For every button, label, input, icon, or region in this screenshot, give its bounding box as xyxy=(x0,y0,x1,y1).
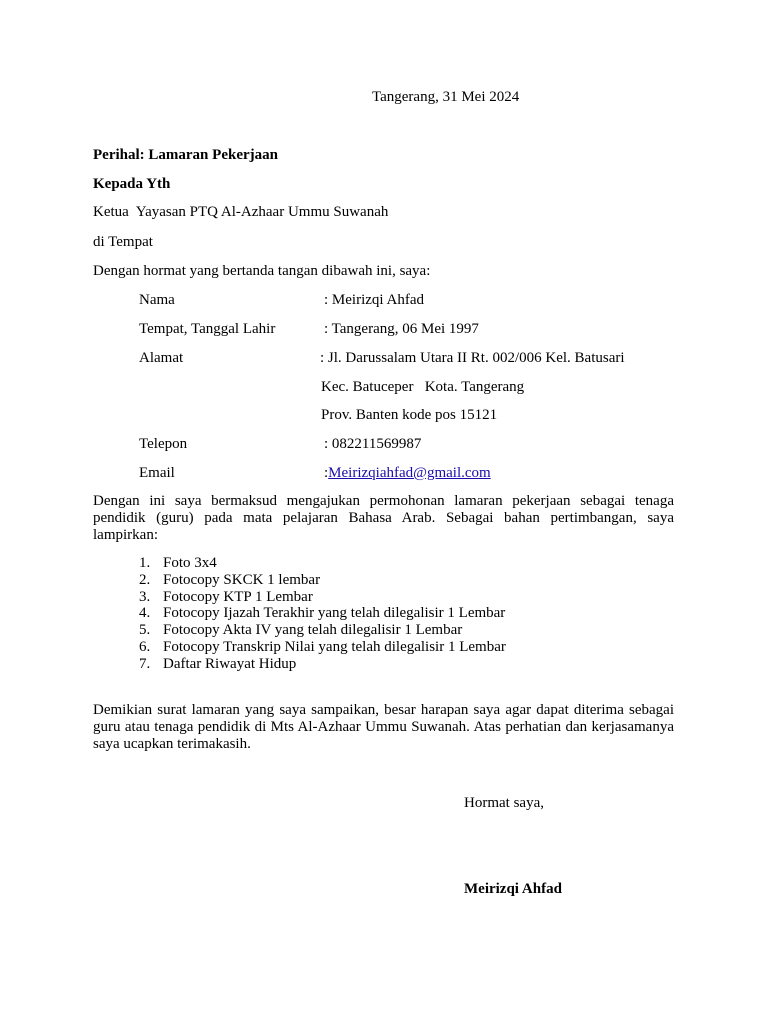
list-item xyxy=(93,656,653,673)
list-item-text: Fotocopy SKCK 1 lembar xyxy=(163,571,321,588)
intro-line: Dengan hormat yang bertanda tangan dibawah ini, saya: xyxy=(93,263,431,279)
field-value-email xyxy=(324,464,491,482)
closing-paragraph: Demikian surat lamaran yang saya sampaikan, besar harapan saya agar dapat diterima sebagai guru atau tenaga pendidik di Mts Al-Azhaar Ummu Suwanah. Atas perhatian dan kerjasamanya saya ucapkan terimakasih. xyxy=(93,702,674,752)
list-item xyxy=(93,605,653,622)
list-item-text: Fotocopy Ijazah Terakhir yang telah dilegalisir 1 Lembar xyxy=(163,605,506,622)
field-value-phone: : 082211569987 xyxy=(324,436,422,452)
attachment-list xyxy=(93,555,653,673)
field-value-birth: : Tangerang, 06 Mei 1997 xyxy=(324,321,479,337)
list-item-number: 3. xyxy=(139,588,151,605)
list-item-text: Fotocopy Transkrip Nilai yang telah dilegalisir 1 Lembar xyxy=(163,638,506,655)
recipient-location: di Tempat xyxy=(93,234,153,250)
list-item xyxy=(93,589,653,606)
field-value-address-line1: : Jl. Darussalam Utara II Rt. 002/006 Kel. Batusari xyxy=(320,350,625,366)
list-item-number: 2. xyxy=(139,571,151,588)
list-item-number: 7. xyxy=(139,655,151,672)
signer-name: Meirizqi Ahfad xyxy=(464,881,562,897)
list-item-number: 6. xyxy=(139,638,151,655)
field-value-address-line2: Kec. Batuceper Kota. Tangerang xyxy=(321,379,525,395)
field-label-address: Alamat xyxy=(139,350,184,366)
body-paragraph: Dengan ini saya bermaksud mengajukan permohonan lamaran pekerjaan sebagai tenaga pendidik (guru) pada mata pelajaran Bahasa Arab. Sebagai bahan pertimbangan, saya lampirkan: xyxy=(93,493,674,543)
field-label-email: Email xyxy=(139,465,175,481)
subject-line: Perihal: Lamaran Pekerjaan xyxy=(93,147,278,163)
email-prefix: : xyxy=(324,465,329,481)
field-value-name: : Meirizqi Ahfad xyxy=(324,292,424,308)
field-value-address-line3: Prov. Banten kode pos 15121 xyxy=(321,407,498,423)
recipient: Ketua Yayasan PTQ Al-Azhaar Ummu Suwanah xyxy=(93,204,389,220)
list-item xyxy=(93,639,653,656)
sign-off: Hormat saya, xyxy=(464,795,544,811)
list-item-text: Fotocopy Akta IV yang telah dilegalisir 1 Lembar xyxy=(163,622,463,639)
list-item-text: Foto 3x4 xyxy=(163,555,217,571)
to-greeting: Kepada Yth xyxy=(93,176,171,192)
list-item-number: 1. xyxy=(139,555,151,571)
list-item xyxy=(93,622,653,639)
field-label-name: Nama xyxy=(139,292,175,308)
list-item xyxy=(93,555,653,572)
list-item-text: Daftar Riwayat Hidup xyxy=(163,655,297,672)
list-item-number: 5. xyxy=(139,622,151,639)
list-item xyxy=(93,572,653,589)
field-label-phone: Telepon xyxy=(139,436,188,452)
field-label-birth: Tempat, Tanggal Lahir xyxy=(139,321,276,337)
email-link[interactable]: Meirizqiahfad@gmail.com xyxy=(328,465,491,481)
list-item-text: Fotocopy KTP 1 Lembar xyxy=(163,588,313,605)
list-item-number: 4. xyxy=(139,605,151,622)
place-date: Tangerang, 31 Mei 2024 xyxy=(372,89,520,105)
